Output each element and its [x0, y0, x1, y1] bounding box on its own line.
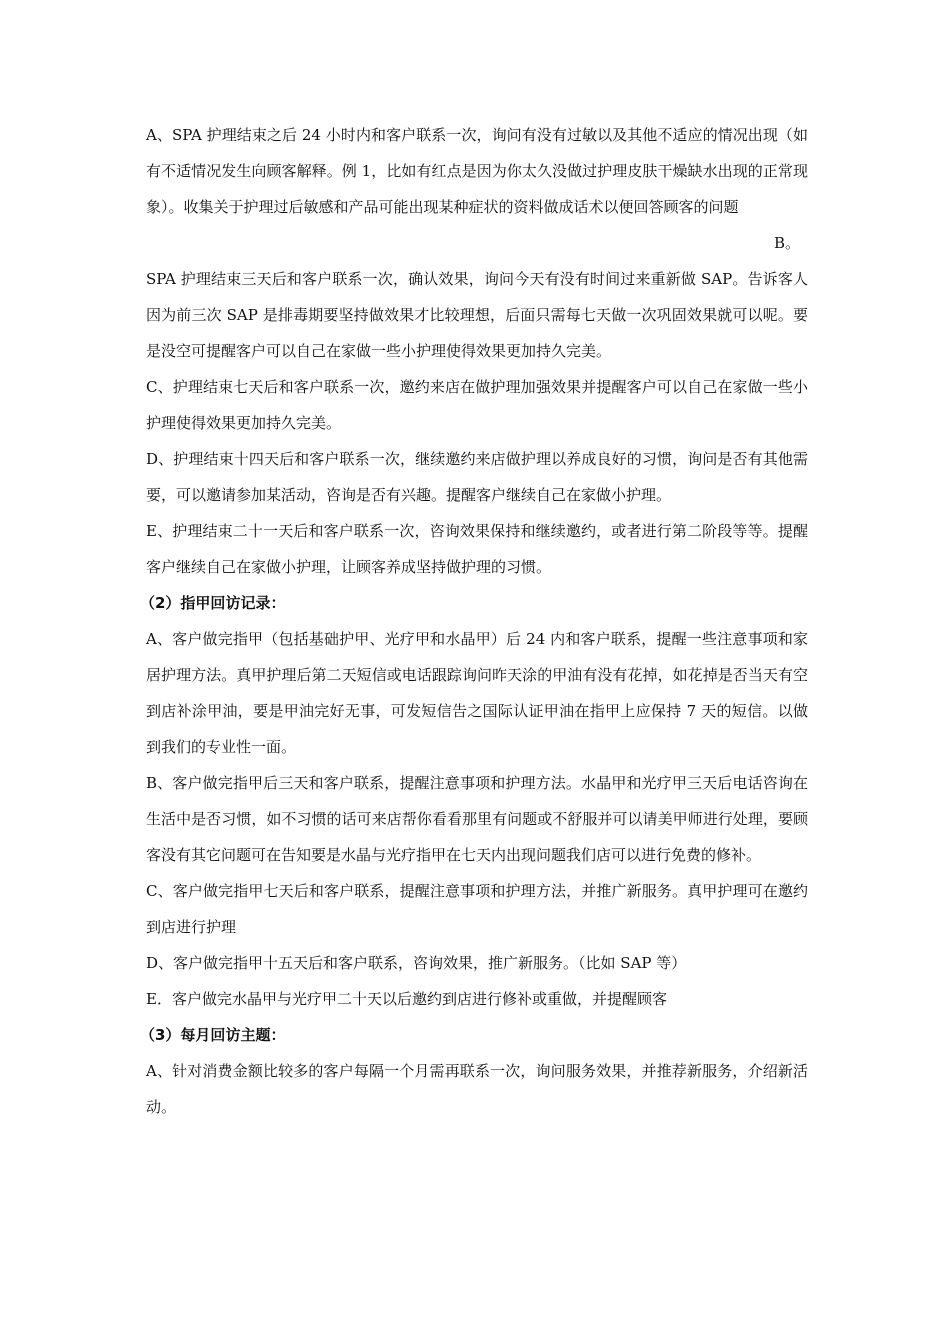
nail-followup-a: A、客户做完指甲（包括基础护甲、光疗甲和水晶甲）后 24 内和客户联系，提醒一些注意事项和家居护理方法。真甲护理后第二天短信或电话跟踪询问昨天涂的甲油有没有花掉，如花掉是否当天有空到店补涂甲油，要是甲油完好无事，可发短信告之国际认证甲油在指甲上应保持 7 天的短信。以做到我们的专业性一面。 [146, 630, 808, 756]
monthly-followup-heading: （3）每月回访主题： [140, 1026, 286, 1044]
nail-followup-b: B、客户做完指甲后三天和客户联系，提醒注意事项和护理方法。水晶甲和光疗甲三天后电话咨询在生活中是否习惯，如不习惯的话可来店帮你看看那里有问题或不舒服并可以请美甲师进行处理，要顾客没有其它问题可在告知要是水晶与光疗指甲在七天内出现问题我们店可以进行免费的修补。 [146, 774, 808, 864]
document-page [140, 117, 808, 1125]
spa-followup-c: C、护理结束七天后和客户联系一次，邀约来店在做护理加强效果并提醒客户可以自己在家做一些小护理使得效果更加持久完美。 [146, 378, 808, 432]
nail-followup-c: C、客户做完指甲七天后和客户联系，提醒注意事项和护理方法，并推广新服务。真甲护理可在邀约到店进行护理 [146, 882, 808, 936]
spa-followup-a: A、SPA 护理结束之后 24 小时内和客户联系一次，询问有没有过敏以及其他不适应的情况出现（如有不适情况发生向顾客解释。例 1，比如有红点是因为你太久没做过护理皮肤干燥缺水出现的正常现象）。收集关于护理过后敏感和产品可能出现某种症状的资料做成话术以便回答顾客的问题 [146, 126, 808, 216]
spa-followup-b: SPA 护理结束三天后和客户联系一次，确认效果，询问今天有没有时间过来重新做 SAP。告诉客人因为前三次 SAP 是排毒期要坚持做效果才比较理想，后面只需每七天做一次巩固效果就可以呢。要是没空可提醒客户可以自己在家做一些小护理使得效果更加持久完美。 [146, 270, 808, 360]
spa-followup-e: E、护理结束二十一天后和客户联系一次，咨询效果保持和继续邀约，或者进行第二阶段等等。提醒客户继续自己在家做小护理，让顾客养成坚持做护理的习惯。 [146, 522, 808, 576]
nail-followup-e: E．客户做完水晶甲与光疗甲二十天以后邀约到店进行修补或重做，并提醒顾客 [146, 990, 667, 1008]
nail-followup-d: D、客户做完指甲十五天后和客户联系，咨询效果，推广新服务。（比如 SAP 等） [146, 954, 687, 972]
spa-followup-b-label: B。 [773, 234, 800, 252]
monthly-followup-a: A、针对消费金额比较多的客户每隔一个月需再联系一次，询问服务效果，并推荐新服务，介绍新活动。 [146, 1062, 808, 1116]
spa-followup-d: D、护理结束十四天后和客户联系一次，继续邀约来店做护理以养成良好的习惯，询问是否有其他需要，可以邀请参加某活动，咨询是否有兴趣。提醒客户继续自己在家做小护理。 [146, 450, 808, 504]
nail-followup-heading: （2）指甲回访记录： [140, 594, 286, 612]
